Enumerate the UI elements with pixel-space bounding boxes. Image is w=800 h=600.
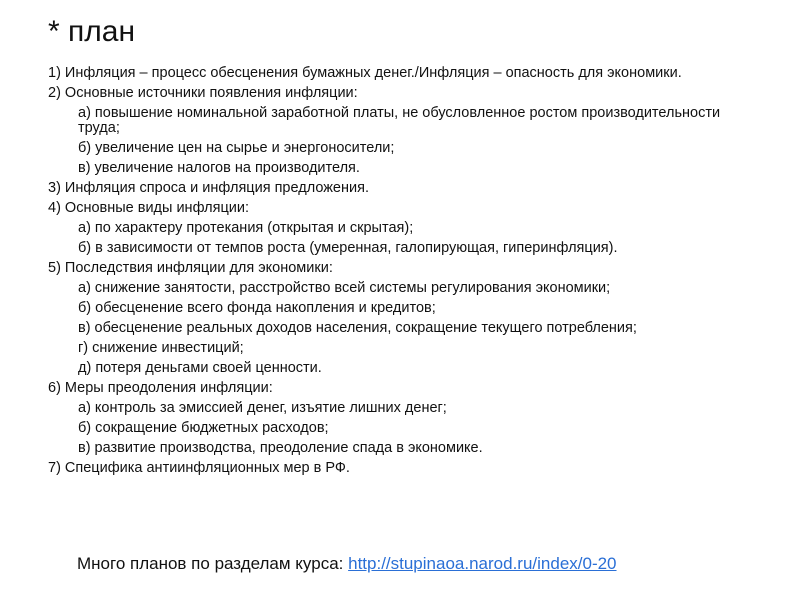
plan-item: 4) Основные виды инфляции: bbox=[48, 200, 250, 216]
plan-subitem: б) в зависимости от темпов роста (умеренная, галопирующая, гиперинфляция). bbox=[78, 240, 618, 256]
plan-item: 1) Инфляция – процесс обесценения бумажных денег./Инфляция – опасность для экономики. bbox=[48, 65, 682, 81]
plan-subitem: а) повышение номинальной заработной платы, не обусловленное ростом производительности труда; bbox=[78, 105, 721, 136]
plan-subitem: в) развитие производства, преодоление спада в экономике. bbox=[78, 440, 483, 456]
plan-item: 2) Основные источники появления инфляции: bbox=[48, 85, 358, 101]
plan-subitem: в) обесценение реальных доходов населения, сокращение текущего потребления; bbox=[78, 320, 637, 336]
plan-item: 3) Инфляция спроса и инфляция предложения. bbox=[48, 180, 369, 196]
plan-subitem: б) обесценение всего фонда накопления и кредитов; bbox=[78, 300, 436, 316]
footer bbox=[77, 554, 617, 574]
slide-title: * план bbox=[48, 15, 136, 48]
plan-subitem: б) увеличение цен на сырье и энергоносители; bbox=[78, 140, 395, 156]
plan-subitem: а) снижение занятости, расстройство всей системы регулирования экономики; bbox=[78, 280, 611, 296]
footer-link[interactable]: http://stupinaoa.narod.ru/index/0-20 bbox=[348, 554, 617, 573]
plan-subitem: в) увеличение налогов на производителя. bbox=[78, 160, 360, 176]
plan-item: 6) Меры преодоления инфляции: bbox=[48, 380, 273, 396]
footer-text: Много планов по разделам курса: bbox=[77, 554, 349, 573]
plan-subitem: а) по характеру протекания (открытая и скрытая); bbox=[78, 220, 414, 236]
plan-item: 7) Специфика антиинфляционных мер в РФ. bbox=[48, 460, 350, 476]
plan-item: 5) Последствия инфляции для экономики: bbox=[48, 260, 333, 276]
plan-subitem: г) снижение инвестиций; bbox=[78, 340, 244, 356]
plan-list bbox=[48, 66, 760, 481]
plan-subitem: д) потеря деньгами своей ценности. bbox=[78, 360, 322, 376]
plan-subitem: б) сокращение бюджетных расходов; bbox=[78, 420, 329, 436]
plan-subitem: а) контроль за эмиссией денег, изъятие лишних денег; bbox=[78, 400, 447, 416]
